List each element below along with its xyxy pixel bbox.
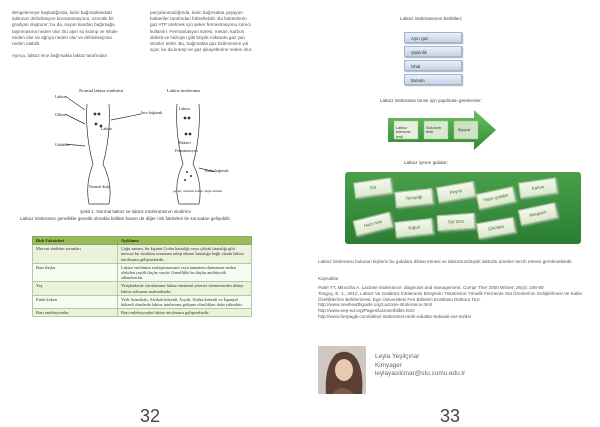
- food-chip: Hazır kek: [353, 212, 394, 237]
- author-title: Kimyager: [375, 361, 402, 369]
- note-paragraph: Laktoz intoleransı bulunan kişilerin bu gıdalara dikkat etmesi ve laktozsuz/düşük laktozlu ürünleri tercih etmesi gerekmektedir.: [318, 259, 573, 264]
- table-cell: Mevcut sindirim sorunları: [33, 245, 118, 264]
- diagram-label: Laktaz: [101, 126, 112, 131]
- table-row: [33, 282, 252, 295]
- food-chip: Süt: [353, 177, 393, 198]
- table-header: Risk Faktörleri: [33, 237, 118, 245]
- reference-item: http://www.eep-ed.org/Pages/lactose/bilbis.html: [318, 308, 415, 314]
- reference-item: Patel YT, Minocha A. Lactose intolerance: diagnosis and management. Compr Ther 2000 Winter; 26(4): 246-50: [318, 285, 544, 290]
- table-row: [33, 295, 252, 308]
- reference-item: http://www.newhealthguide.org/Lactose-Intolerance.html: [318, 302, 433, 308]
- diagnosis-step-label: Solunum testi: [426, 126, 441, 135]
- food-chip: Süt tozu: [436, 213, 475, 232]
- table-cell: Laktoz emilimini zorlaştırmasının veya tamamen durmasına neden olabilen çeşitli ilaçlar vardır. Genellikle bu ilaçlar antibiyotik adlandırırlar.: [118, 263, 252, 282]
- risk-factors-table: [32, 236, 252, 317]
- food-chip: Hazır gıdalar: [476, 186, 516, 210]
- table-row: [33, 263, 252, 282]
- diagram-label: gazlar, ozmotik asitler, diğer ürünler: [173, 189, 223, 193]
- table-header: Açıklama: [118, 237, 252, 245]
- diagram-label: Kalın bağırsak: [205, 168, 229, 173]
- table-header-row: [33, 237, 252, 245]
- table-cell: Etnik köken: [33, 295, 118, 308]
- food-chip: Kahve: [518, 177, 558, 198]
- reference-item: Tonguç, E. 1., 2012, Laktoz Ve Galaktoz İntoleransı Bireylerin Tüketimine Yönelik Fermente Süt Ürünlerinin Geliştirilmesi Ve Kalite Özelliklerinin Belirlenmesi, Ege Üniversitesi Fen Bilimleri Enstitüsü Doktora Tezi.: [318, 290, 583, 302]
- food-chip: Yoğurt: [394, 218, 433, 238]
- diagram-label: Galaktoz: [55, 142, 70, 147]
- symptom-box: İshal: [404, 60, 462, 71]
- food-chip: Tereyağı: [394, 188, 433, 208]
- diagram-label: Fermantasyon: [175, 148, 198, 153]
- diagram-title-intolerance: Laktoz intoleransı: [167, 88, 201, 93]
- caption-paragraph: Laktoz intoleransı genellikle genetik olmakla birlikte bazen de diğer risk faktörleri ile sonradan gelişebilir.: [20, 216, 231, 221]
- diagram-label: Normal dışkı: [89, 184, 110, 189]
- author-info: [375, 353, 465, 379]
- diagnosis-title: Laktoz intoleransı tanısı için yapılması gerekenler;: [380, 98, 482, 103]
- author-email: leylayasilcinar@stu.comu.edu.tr: [375, 370, 466, 377]
- food-chip: Margarin: [518, 202, 558, 226]
- foods-title: Laktoz içeren gıdalar;: [404, 160, 448, 165]
- diagram-label: Laktoz: [55, 94, 67, 99]
- symptom-box: Aşırı gaz: [404, 32, 462, 43]
- food-chip: Peynir: [436, 181, 476, 203]
- table-cell: Yerli Amerikalı, Afrikalı kökenli, Asyalı, Afrika kökenli ve İspanyol kökenli olanlarda laktoz intoleransı gelişme olasılıkları daha yüksektir.: [118, 295, 252, 308]
- table-row: [33, 309, 252, 317]
- right-column-paragraph: parçalanmadığında, kalın bağırsakta yaşayan bakteriler tarafından fükseltebilir. Bu bakterilerin gaz ATP üretmek için şeker fermentasyonu süreci kullanılır. Fermantasyon süresi, metan, karbon dioksit ve hidrojen gibi büyük miktarda gaz yan ürünler üretir. Bu, bağırsakta gaz birikmesine yol açar, bu da kramp ve gaz şikayetlerine neden olur.: [150, 10, 253, 53]
- symptoms-title: Laktoz intoleransının belirtileri;: [400, 16, 463, 21]
- diagnosis-step-label: Biyopsi: [458, 128, 471, 132]
- diagnosis-step-label: Laktoz toleransı testi: [396, 126, 411, 139]
- lactose-digestion-diagram: [55, 84, 245, 210]
- symptom-box: Bulantı: [404, 74, 462, 85]
- symptom-box: Şişkinlik: [404, 46, 462, 57]
- diagram-label: İnce bağırsak: [141, 110, 163, 115]
- author-name: Leyla Yeşilçınar: [375, 353, 420, 360]
- table-cell: Çoğu zaman, bir kişinin Crohn hastalığı veya çölyak hastalığı gibi mevcut bir sindirim sorununa sahip olması hastalığa bağlı olarak laktoz intoleransı gelişmektedir.: [118, 245, 252, 264]
- table-cell: Bazı ilaçlar: [33, 263, 118, 282]
- left-page: [0, 0, 300, 424]
- figure-caption: Şekil 1: Normal laktoz ve laktoz intoleransının sindirimi: [80, 209, 191, 214]
- references-title: Kaynaklar: [318, 276, 339, 281]
- table-cell: Bazı enfeksiyonlar laktoz intoleransı gelişmektedir.: [118, 309, 252, 317]
- diagram-label: Laktoz: [179, 106, 191, 111]
- author-photo: [318, 346, 366, 394]
- table-cell: Yaş: [33, 282, 118, 295]
- page-number: 33: [440, 406, 461, 426]
- left-column-paragraph: dengelemeye başladığında, kalın bağırsaklardaki laktozun dehidrasyon konsantrasyonu, ozmotik bir gradyan oluşturur; bu da, suyun kandan bağırsağa taşınmasına neden olur. Bu aşırı su kramp ve ishale neden olur ve ağrıya neden olur ve dehidrasyona neden olabilir. Ayrıca, laktoz ince bağırsakta laktaz tarafından: [12, 10, 118, 59]
- diagram-label: Bakteri: [179, 140, 191, 145]
- table-row: [33, 245, 252, 264]
- table-cell: Bazı enfeksiyonlar: [33, 309, 118, 317]
- reference-item: http://www.herpagik.com/laktoz-intoleransi-nedir-ediatlar-tedavisi-var-mi/de/: [318, 313, 472, 319]
- table-cell: Yetişkinlerde vücutlarının laktaz enzimini yetersiz üretmesinden dolayı laktoz toleransı azalmaktadır.: [118, 282, 252, 295]
- diagram-title-normal: Normal laktoz sindirimi: [79, 88, 124, 93]
- page-number: 32: [140, 406, 161, 426]
- references-list: [318, 285, 590, 320]
- food-chip: Çikolata: [476, 217, 516, 239]
- diagram-label: Glikoz: [55, 112, 66, 117]
